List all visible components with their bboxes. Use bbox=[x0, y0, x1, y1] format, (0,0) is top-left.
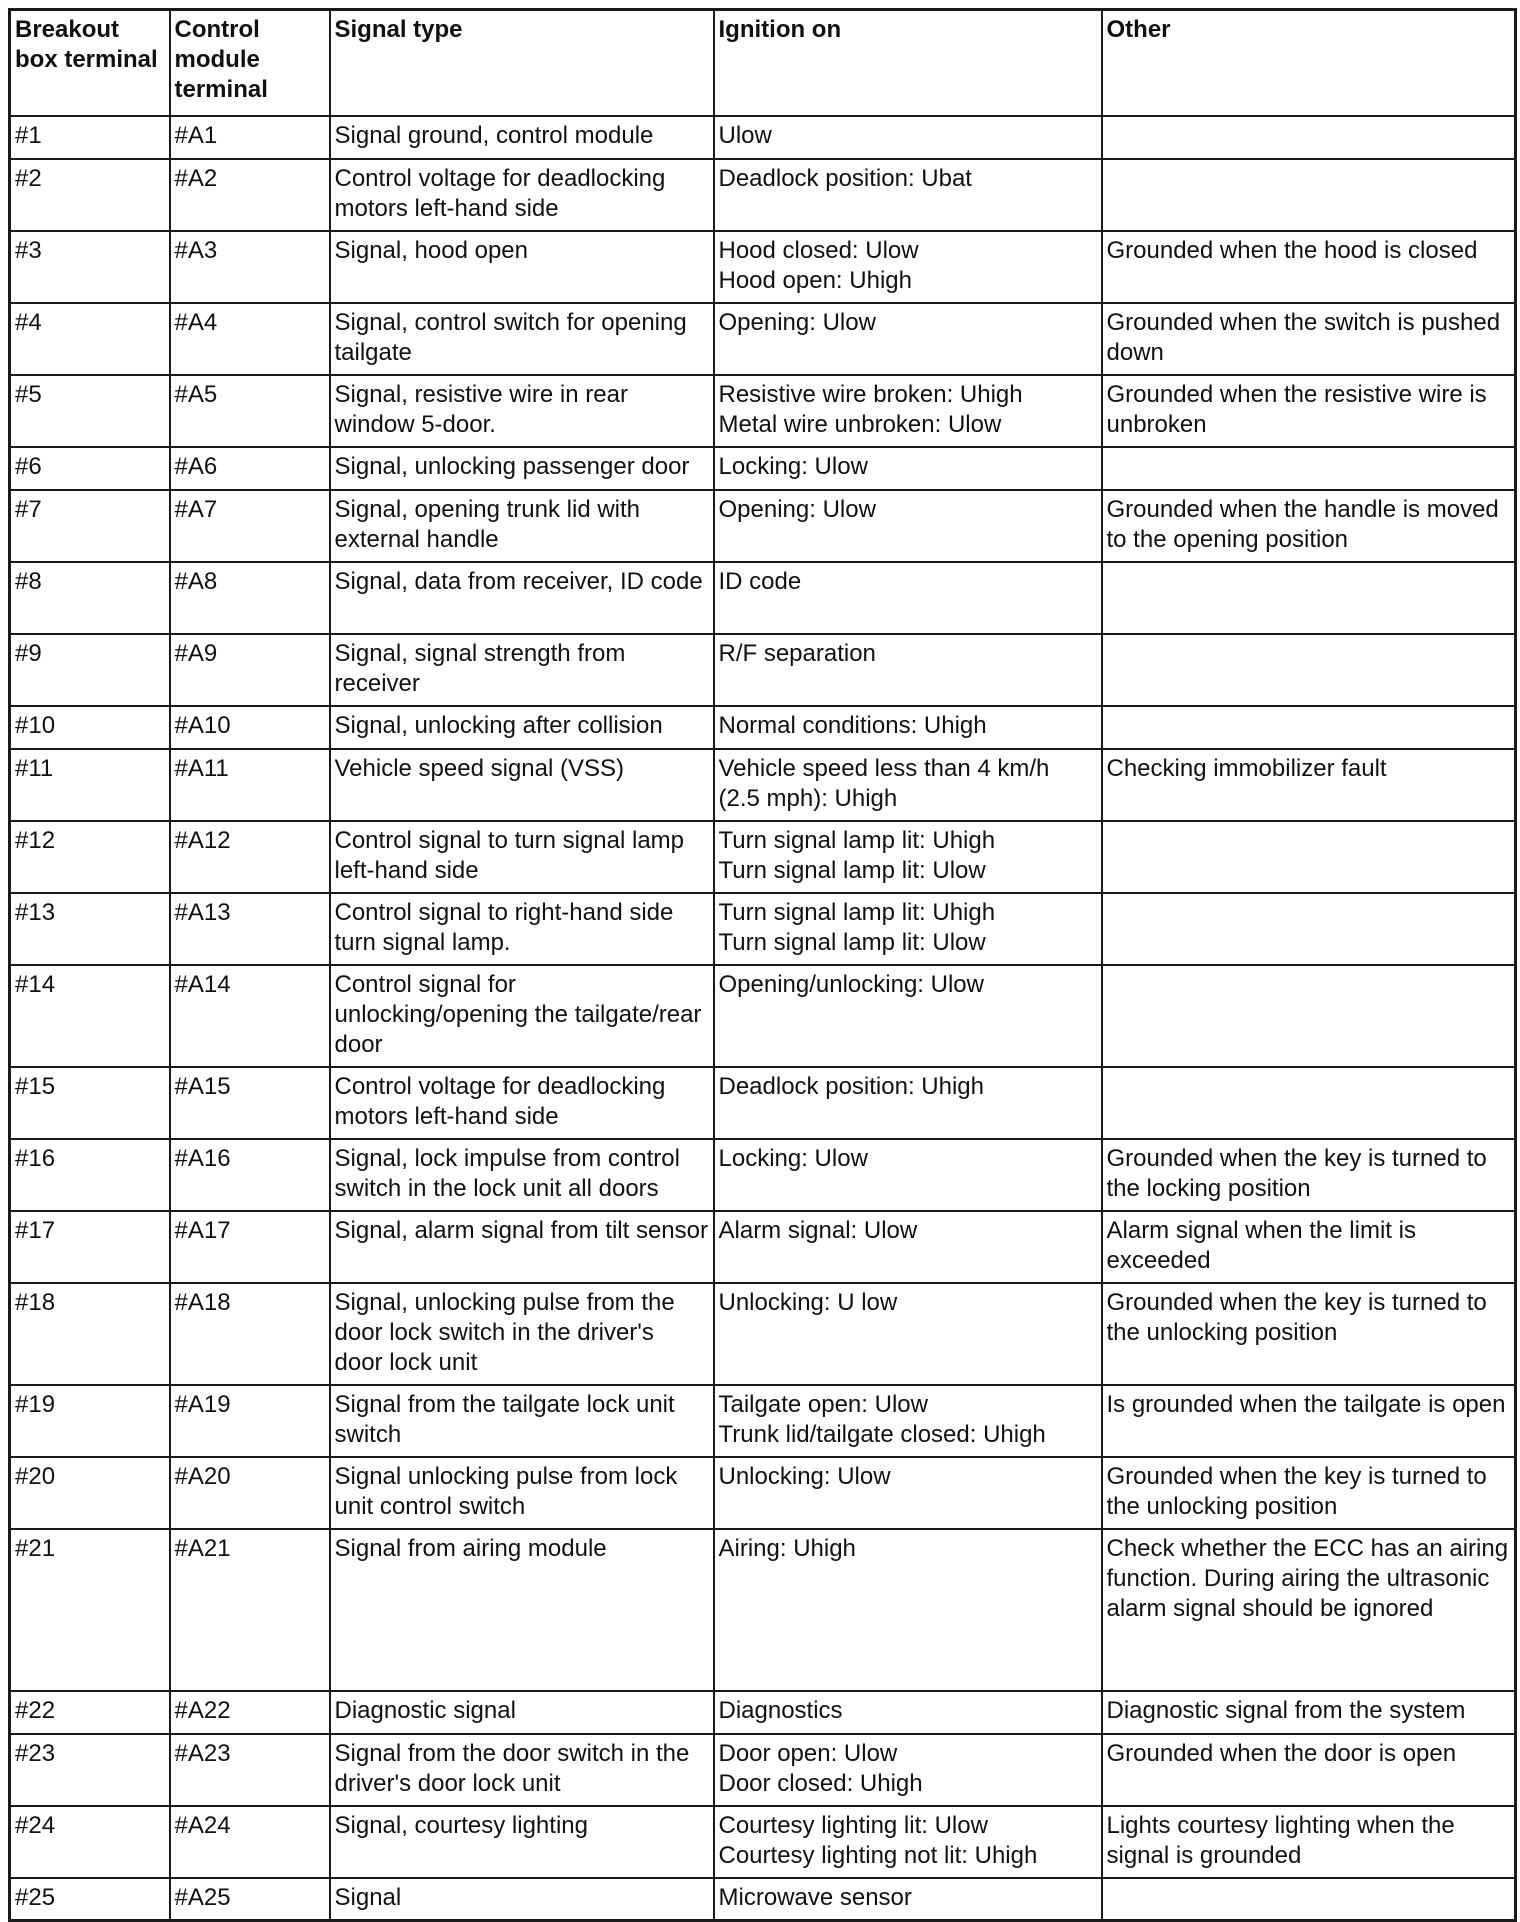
control-module-terminal-cell: #A21 bbox=[170, 1529, 330, 1691]
signal-type-cell: Signal, opening trunk lid with external handle bbox=[330, 490, 714, 562]
ignition-on-line: Turn signal lamp lit: Uhigh bbox=[718, 826, 996, 854]
ignition-on-cell bbox=[714, 1457, 1102, 1529]
ignition-on-cell bbox=[714, 231, 1102, 303]
breakout-box-terminal-cell: #8 bbox=[10, 562, 170, 634]
breakout-box-terminal-cell: #7 bbox=[10, 490, 170, 562]
table-row bbox=[10, 447, 1516, 490]
signal-type-cell: Signal, resistive wire in rear window 5-door. bbox=[330, 375, 714, 447]
ignition-on-cell bbox=[714, 375, 1102, 447]
signal-type-cell: Signal unlocking pulse from lock unit control switch bbox=[330, 1457, 714, 1529]
header-other: Other bbox=[1102, 10, 1516, 116]
signal-type-cell: Signal from the door switch in the driver's door lock unit bbox=[330, 1734, 714, 1806]
control-module-terminal-cell: #A13 bbox=[170, 893, 330, 965]
ignition-on-line: Diagnostics bbox=[718, 1696, 843, 1724]
ignition-on-line: Unlocking: U low bbox=[718, 1288, 898, 1316]
other-cell: Grounded when the handle is moved to the opening position bbox=[1102, 490, 1516, 562]
control-module-terminal-cell: #A5 bbox=[170, 375, 330, 447]
ignition-on-cell bbox=[714, 159, 1102, 231]
control-module-terminal-cell: #A1 bbox=[170, 116, 330, 159]
other-cell bbox=[1102, 1878, 1516, 1921]
other-cell bbox=[1102, 1067, 1516, 1139]
other-cell: Grounded when the door is open bbox=[1102, 1734, 1516, 1806]
control-module-terminal-cell: #A12 bbox=[170, 821, 330, 893]
table-row bbox=[10, 1283, 1516, 1385]
signal-type-cell: Signal, signal strength from receiver bbox=[330, 634, 714, 706]
signal-type-cell: Control signal to turn signal lamp left-hand side bbox=[330, 821, 714, 893]
ignition-on-cell bbox=[714, 706, 1102, 749]
ignition-on-line: Microwave sensor bbox=[718, 1883, 912, 1911]
breakout-box-terminal-cell: #3 bbox=[10, 231, 170, 303]
ignition-on-cell bbox=[714, 303, 1102, 375]
control-module-terminal-cell: #A4 bbox=[170, 303, 330, 375]
breakout-box-terminal-cell: #21 bbox=[10, 1529, 170, 1691]
table-row bbox=[10, 1385, 1516, 1457]
breakout-box-terminal-cell: #9 bbox=[10, 634, 170, 706]
signal-type-cell: Vehicle speed signal (VSS) bbox=[330, 749, 714, 821]
control-module-terminal-cell: #A24 bbox=[170, 1806, 330, 1878]
ignition-on-cell bbox=[714, 116, 1102, 159]
control-module-terminal-cell: #A15 bbox=[170, 1067, 330, 1139]
breakout-box-terminal-cell: #23 bbox=[10, 1734, 170, 1806]
signal-type-cell: Control voltage for deadlocking motors left-hand side bbox=[330, 159, 714, 231]
header-breakout-box-terminal: Breakout box terminal bbox=[10, 10, 170, 116]
table-row bbox=[10, 1211, 1516, 1283]
ignition-on-cell bbox=[714, 562, 1102, 634]
terminal-table-container bbox=[8, 8, 1514, 1922]
table-row bbox=[10, 706, 1516, 749]
ignition-on-line: Locking: Ulow bbox=[718, 452, 868, 480]
signal-type-cell: Control signal to right-hand side turn signal lamp. bbox=[330, 893, 714, 965]
signal-type-cell: Signal from the tailgate lock unit switch bbox=[330, 1385, 714, 1457]
table-row bbox=[10, 965, 1516, 1067]
ignition-on-cell bbox=[714, 1878, 1102, 1921]
signal-type-cell: Signal, control switch for opening tailgate bbox=[330, 303, 714, 375]
control-module-terminal-cell: #A8 bbox=[170, 562, 330, 634]
ignition-on-line: Normal conditions: Uhigh bbox=[718, 711, 987, 739]
table-row bbox=[10, 634, 1516, 706]
breakout-box-terminal-cell: #17 bbox=[10, 1211, 170, 1283]
table-row bbox=[10, 375, 1516, 447]
signal-type-cell: Signal, unlocking passenger door bbox=[330, 447, 714, 490]
control-module-terminal-cell: #A25 bbox=[170, 1878, 330, 1921]
control-module-terminal-cell: #A18 bbox=[170, 1283, 330, 1385]
ignition-on-cell bbox=[714, 1806, 1102, 1878]
table-body bbox=[10, 116, 1516, 1921]
ignition-on-line: Courtesy lighting not lit: Uhigh bbox=[718, 1841, 1038, 1869]
ignition-on-cell bbox=[714, 1211, 1102, 1283]
other-cell: Grounded when the key is turned to the locking position bbox=[1102, 1139, 1516, 1211]
ignition-on-cell bbox=[714, 1691, 1102, 1734]
signal-type-cell: Diagnostic signal bbox=[330, 1691, 714, 1734]
header-control-module-terminal: Control module terminal bbox=[170, 10, 330, 116]
ignition-on-cell bbox=[714, 634, 1102, 706]
ignition-on-cell bbox=[714, 965, 1102, 1067]
table-row bbox=[10, 1691, 1516, 1734]
ignition-on-line: Door closed: Uhigh bbox=[718, 1769, 923, 1797]
signal-type-cell: Signal, hood open bbox=[330, 231, 714, 303]
breakout-box-terminal-cell: #18 bbox=[10, 1283, 170, 1385]
breakout-box-terminal-cell: #5 bbox=[10, 375, 170, 447]
control-module-terminal-cell: #A10 bbox=[170, 706, 330, 749]
other-cell: Alarm signal when the limit is exceeded bbox=[1102, 1211, 1516, 1283]
other-cell: Grounded when the switch is pushed down bbox=[1102, 303, 1516, 375]
breakout-box-terminal-cell: #15 bbox=[10, 1067, 170, 1139]
signal-type-cell: Signal, unlocking after collision bbox=[330, 706, 714, 749]
ignition-on-line: Hood open: Uhigh bbox=[718, 266, 912, 294]
table-row bbox=[10, 490, 1516, 562]
ignition-on-line: Courtesy lighting lit: Ulow bbox=[718, 1811, 988, 1839]
ignition-on-line: Vehicle speed less than 4 km/h (2.5 mph): Uhigh bbox=[718, 754, 1057, 812]
signal-type-cell: Signal from airing module bbox=[330, 1529, 714, 1691]
control-module-terminal-cell: #A22 bbox=[170, 1691, 330, 1734]
signal-type-cell: Signal, data from receiver, ID code bbox=[330, 562, 714, 634]
ignition-on-line: Metal wire unbroken: Ulow bbox=[718, 410, 1002, 438]
ignition-on-cell bbox=[714, 749, 1102, 821]
ignition-on-cell bbox=[714, 1529, 1102, 1691]
header-ignition-on: Ignition on bbox=[714, 10, 1102, 116]
other-cell: Grounded when the resistive wire is unbroken bbox=[1102, 375, 1516, 447]
signal-type-cell: Signal bbox=[330, 1878, 714, 1921]
table-row bbox=[10, 1139, 1516, 1211]
breakout-box-terminal-cell: #1 bbox=[10, 116, 170, 159]
ignition-on-cell bbox=[714, 1283, 1102, 1385]
ignition-on-line: Turn signal lamp lit: Ulow bbox=[718, 928, 986, 956]
ignition-on-line: Opening/unlocking: Ulow bbox=[718, 970, 984, 998]
table-row bbox=[10, 116, 1516, 159]
signal-type-cell: Signal, alarm signal from tilt sensor bbox=[330, 1211, 714, 1283]
other-cell: Diagnostic signal from the system bbox=[1102, 1691, 1516, 1734]
ignition-on-line: Resistive wire broken: Uhigh bbox=[718, 380, 1023, 408]
breakout-box-terminal-cell: #19 bbox=[10, 1385, 170, 1457]
breakout-box-terminal-cell: #13 bbox=[10, 893, 170, 965]
control-module-terminal-cell: #A23 bbox=[170, 1734, 330, 1806]
control-module-terminal-cell: #A16 bbox=[170, 1139, 330, 1211]
table-row bbox=[10, 303, 1516, 375]
breakout-box-terminal-cell: #2 bbox=[10, 159, 170, 231]
control-module-terminal-cell: #A3 bbox=[170, 231, 330, 303]
table-row bbox=[10, 1457, 1516, 1529]
control-module-terminal-cell: #A14 bbox=[170, 965, 330, 1067]
ignition-on-line: R/F separation bbox=[718, 639, 876, 667]
table-row bbox=[10, 1734, 1516, 1806]
signal-type-cell: Signal, lock impulse from control switch in the lock unit all doors bbox=[330, 1139, 714, 1211]
terminal-signal-table bbox=[8, 8, 1517, 1922]
breakout-box-terminal-cell: #6 bbox=[10, 447, 170, 490]
ignition-on-line: Trunk lid/tailgate closed: Uhigh bbox=[718, 1420, 1046, 1448]
breakout-box-terminal-cell: #10 bbox=[10, 706, 170, 749]
ignition-on-cell bbox=[714, 821, 1102, 893]
breakout-box-terminal-cell: #24 bbox=[10, 1806, 170, 1878]
breakout-box-terminal-cell: #12 bbox=[10, 821, 170, 893]
control-module-terminal-cell: #A9 bbox=[170, 634, 330, 706]
other-cell bbox=[1102, 965, 1516, 1067]
other-cell: Check whether the ECC has an airing function. During airing the ultrasonic alarm signal should be ignored bbox=[1102, 1529, 1516, 1691]
breakout-box-terminal-cell: #22 bbox=[10, 1691, 170, 1734]
table-row bbox=[10, 749, 1516, 821]
ignition-on-cell bbox=[714, 1385, 1102, 1457]
ignition-on-line: Locking: Ulow bbox=[718, 1144, 868, 1172]
ignition-on-line: Unlocking: Ulow bbox=[718, 1462, 891, 1490]
table-row bbox=[10, 1067, 1516, 1139]
ignition-on-line: Airing: Uhigh bbox=[718, 1534, 856, 1562]
control-module-terminal-cell: #A6 bbox=[170, 447, 330, 490]
signal-type-cell: Control signal for unlocking/opening the tailgate/rear door bbox=[330, 965, 714, 1067]
other-cell: Grounded when the key is turned to the unlocking position bbox=[1102, 1283, 1516, 1385]
ignition-on-line: Tailgate open: Ulow bbox=[718, 1390, 928, 1418]
ignition-on-line: Door open: Ulow bbox=[718, 1739, 898, 1767]
other-cell: Is grounded when the tailgate is open bbox=[1102, 1385, 1516, 1457]
ignition-on-line: ID code bbox=[718, 567, 802, 595]
other-cell bbox=[1102, 159, 1516, 231]
table-row bbox=[10, 893, 1516, 965]
ignition-on-cell bbox=[714, 1734, 1102, 1806]
ignition-on-line: Turn signal lamp lit: Ulow bbox=[718, 856, 986, 884]
ignition-on-cell bbox=[714, 1139, 1102, 1211]
ignition-on-line: Deadlock position: Ubat bbox=[718, 164, 972, 192]
other-cell bbox=[1102, 447, 1516, 490]
other-cell bbox=[1102, 706, 1516, 749]
control-module-terminal-cell: #A7 bbox=[170, 490, 330, 562]
ignition-on-cell bbox=[714, 490, 1102, 562]
table-row bbox=[10, 159, 1516, 231]
signal-type-cell: Signal, courtesy lighting bbox=[330, 1806, 714, 1878]
breakout-box-terminal-cell: #16 bbox=[10, 1139, 170, 1211]
table-header-row bbox=[10, 10, 1516, 116]
breakout-box-terminal-cell: #20 bbox=[10, 1457, 170, 1529]
breakout-box-terminal-cell: #25 bbox=[10, 1878, 170, 1921]
control-module-terminal-cell: #A2 bbox=[170, 159, 330, 231]
ignition-on-line: Opening: Ulow bbox=[718, 495, 876, 523]
signal-type-cell: Signal, unlocking pulse from the door lock switch in the driver's door lock unit bbox=[330, 1283, 714, 1385]
other-cell: Grounded when the key is turned to the unlocking position bbox=[1102, 1457, 1516, 1529]
table-row bbox=[10, 231, 1516, 303]
header-signal-type: Signal type bbox=[330, 10, 714, 116]
other-cell bbox=[1102, 893, 1516, 965]
ignition-on-line: Ulow bbox=[718, 121, 772, 149]
breakout-box-terminal-cell: #14 bbox=[10, 965, 170, 1067]
table-row bbox=[10, 1529, 1516, 1691]
table-row bbox=[10, 1878, 1516, 1921]
ignition-on-line: Deadlock position: Uhigh bbox=[718, 1072, 984, 1100]
breakout-box-terminal-cell: #4 bbox=[10, 303, 170, 375]
ignition-on-line: Hood closed: Ulow bbox=[718, 236, 919, 264]
other-cell bbox=[1102, 821, 1516, 893]
control-module-terminal-cell: #A11 bbox=[170, 749, 330, 821]
table-row bbox=[10, 562, 1516, 634]
table-row bbox=[10, 1806, 1516, 1878]
other-cell bbox=[1102, 634, 1516, 706]
other-cell bbox=[1102, 116, 1516, 159]
ignition-on-line: Opening: Ulow bbox=[718, 308, 876, 336]
ignition-on-line: Alarm signal: Ulow bbox=[718, 1216, 918, 1244]
control-module-terminal-cell: #A17 bbox=[170, 1211, 330, 1283]
breakout-box-terminal-cell: #11 bbox=[10, 749, 170, 821]
other-cell: Lights courtesy lighting when the signal is grounded bbox=[1102, 1806, 1516, 1878]
signal-type-cell: Control voltage for deadlocking motors left-hand side bbox=[330, 1067, 714, 1139]
ignition-on-line: Turn signal lamp lit: Uhigh bbox=[718, 898, 996, 926]
other-cell: Grounded when the hood is closed bbox=[1102, 231, 1516, 303]
ignition-on-cell bbox=[714, 1067, 1102, 1139]
other-cell: Checking immobilizer fault bbox=[1102, 749, 1516, 821]
ignition-on-cell bbox=[714, 447, 1102, 490]
other-cell bbox=[1102, 562, 1516, 634]
table-row bbox=[10, 821, 1516, 893]
ignition-on-cell bbox=[714, 893, 1102, 965]
control-module-terminal-cell: #A20 bbox=[170, 1457, 330, 1529]
signal-type-cell: Signal ground, control module bbox=[330, 116, 714, 159]
control-module-terminal-cell: #A19 bbox=[170, 1385, 330, 1457]
